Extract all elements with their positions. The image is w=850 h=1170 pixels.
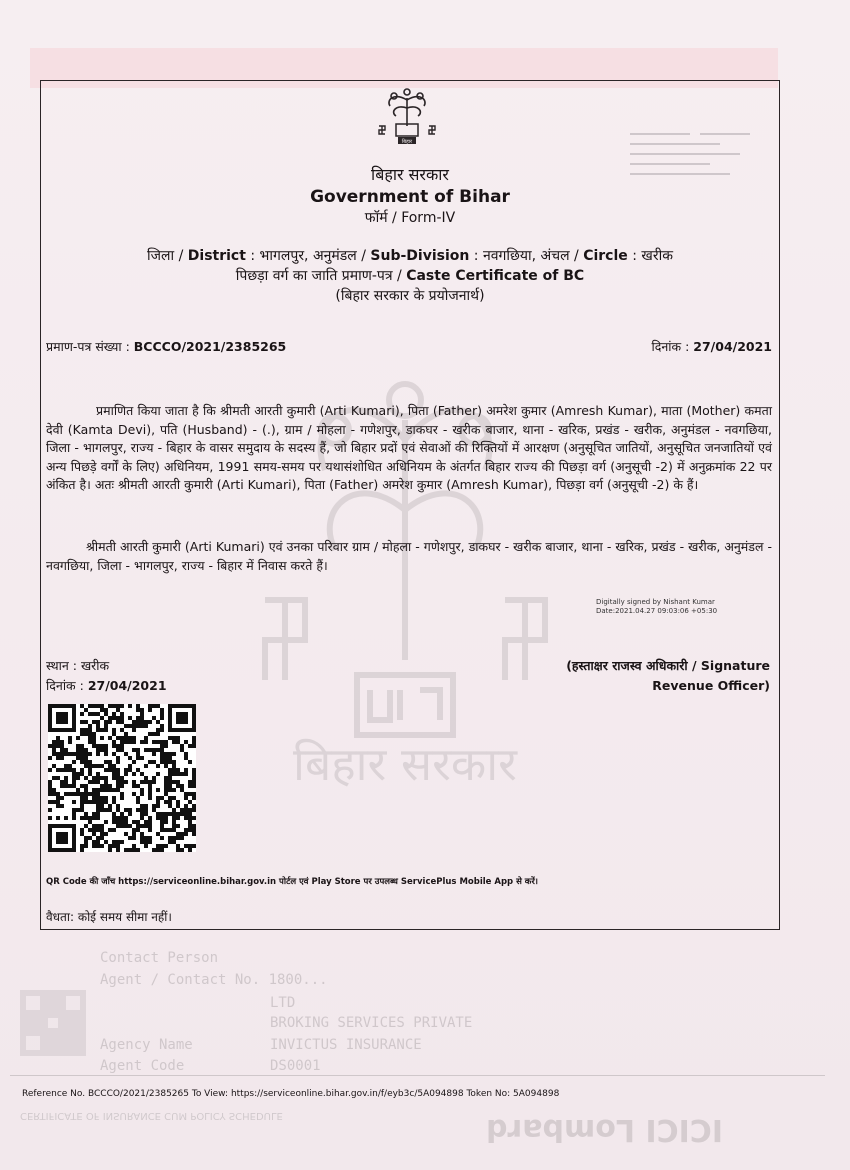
place: स्थान : खरीक [46,658,110,673]
title-english: Government of Bihar [310,187,510,207]
certificate-number: प्रमाण-पत्र संख्या : BCCCO/2021/2385265 [46,339,287,354]
reverse-side-text: CERTIFICATE OF INSURANCE CUM POLICY SCHEDULE [20,1110,283,1121]
signature-line-2: Revenue Officer) [652,678,770,693]
watermark-text: बिहार सरकार [293,737,517,791]
issue-date: दिनांक : 27/04/2021 [46,678,167,693]
reverse-side-text: INVICTUS INSURANCE [270,1037,422,1053]
place-date-block [46,656,167,696]
residence-paragraph: श्रीमती आरती कुमारी (Arti Kumari) एवं उनका परिवार ग्राम / मोहला - गणेशपुर, डाकघर - खरीक बाजार, थाना - खरिक, प्रखंड - खरीक, अनुमंडल - नवगछिया, जिला - भागलपुर, राज्य - बिहार में निवास करते हैं। [46,539,772,573]
form-number: फॉर्म / Form-IV [364,210,456,226]
reverse-side-text: Agent / Contact No. 1800... [100,972,328,988]
signature-line-1: (हस्ताक्षर राजस्व अधिकारी / Signature [566,658,770,673]
reference-line[interactable]: Reference No. BCCCO/2021/2385265 To View: https://serviceonline.bihar.gov.in/f/eyb3c/5A094898 Token No: 5A094898 [22,1089,560,1099]
reverse-qr-icon [20,990,86,1056]
bihar-emblem-icon [374,86,440,146]
digital-signature-signer: Digitally signed by Nishant Kumar [596,598,715,606]
digital-signature-date: Date:2021.04.27 09:03:06 +05:30 [596,607,718,615]
emblem-caption: बिहार [401,139,413,145]
certification-paragraph: प्रमाणित किया जाता है कि श्रीमती आरती कुमारी (Arti Kumari), पिता (Father) अमरेश कुमार (Amresh Kumar), माता (Mother) कमता देवी (Kamta Devi), पति (Husband) - (.), ग्राम / मोहला - गणेशपुर, डाकघर - खरीक बाजार, थाना - खरिक, प्रखंड - खरीक, अनुमंडल - नवगछिया, जिला - भागलपुर, राज्य - बिहार के वासर समुदाय के सदस्य हैं, जो बिहार प्रदों एवं सेवाओं की रिक्तियों में आरक्षण (अनुसूचित जातियों, अनुसूचित जनजातियों एवं अन्य पिछड़े वर्गों के लिए) अधिनियम, 1991 समय-समय पर यथासंशोधित अधिनियम के अंतर्गत बिहार राज्य की पिछड़ा वर्ग (अनुसूची -2) में अनुक्रमांक 22 पर अंकित है। अतः श्रीमती आरती कुमारी (Arti Kumari), पिता (Father) अमरेश कुमार (Amresh Kumar), पिछड़ा वर्ग (अनुसूची -2) के हैं। [46,403,772,492]
qr-verification-note: QR Code की जाँच https://serviceonline.bihar.gov.in पोर्टल एवं Play Store पर उपलब्ध ServicePlus Mobile App से करें। [46,877,539,887]
reverse-insurer-logo-icon: ICICI Lombard [486,1112,723,1147]
reverse-side-text: BROKING SERVICES PRIVATE [270,1015,473,1031]
district-line: जिला / District : भागलपुर, अनुमंडल / Sub-Division : नवगछिया, अंचल / Circle : खरीक [147,248,673,264]
officer-signature [566,656,770,696]
certificate-number-row [46,338,772,358]
validity-note: वैधता: कोई समय सीमा नहीं। [46,910,172,924]
reverse-side-text: LTD [270,995,296,1011]
title-hindi: बिहार सरकार [371,165,449,184]
reverse-side-text: DS0001 [270,1058,321,1074]
qr-code [48,704,196,852]
certificate-purpose: (बिहार सरकार के प्रयोजनार्थ) [335,288,485,304]
reverse-side-text: Agent Code [100,1058,185,1074]
reverse-side-text: Contact Person [100,950,219,966]
reverse-side-text: Agency Name [100,1037,193,1053]
digital-signature [596,598,717,616]
certificate-date: दिनांक : 27/04/2021 [651,339,772,354]
document-header [40,164,780,306]
divider [10,1075,825,1076]
certificate-title: पिछड़ा वर्ग का जाति प्रमाण-पत्र / Caste Certificate of BC [235,268,585,284]
